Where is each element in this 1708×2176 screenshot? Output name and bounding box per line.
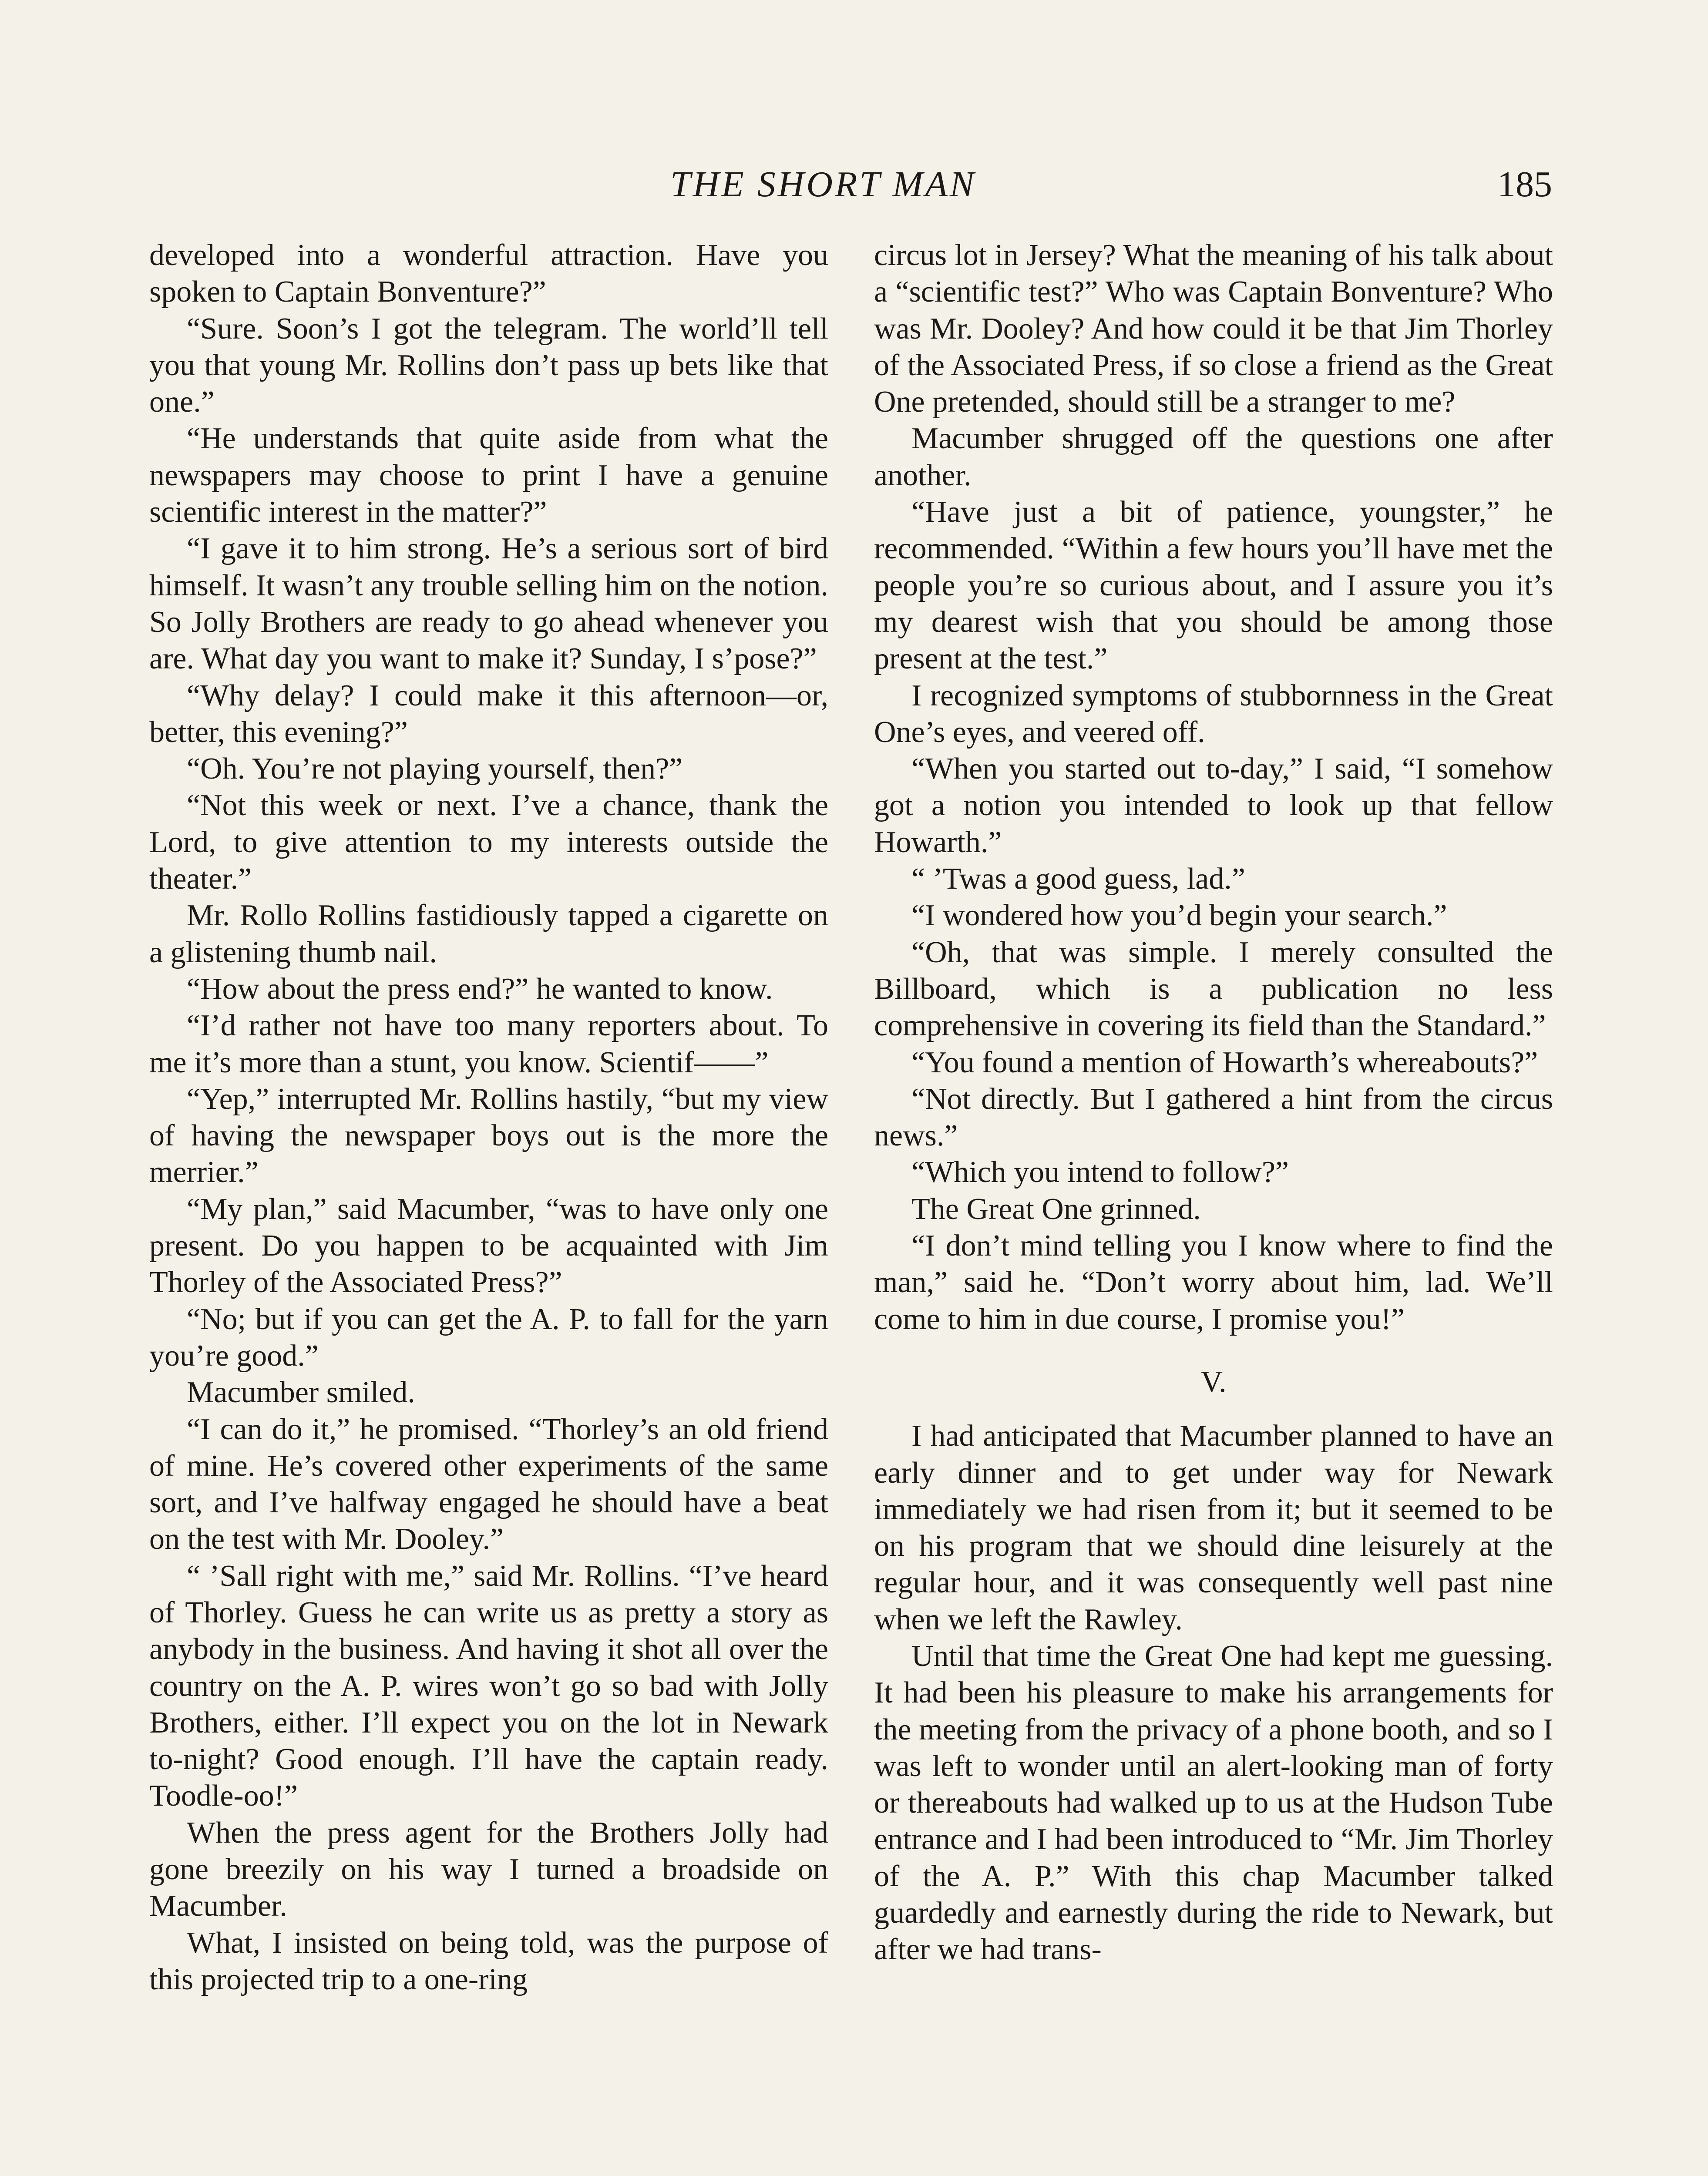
page-number: 185 — [1497, 164, 1552, 205]
paragraph: “Not this week or next. I’ve a chance, thank the Lord, to give attention to my interests outside the theater.” — [149, 789, 828, 896]
paragraph: “Not directly. But I gathered a hint from the circus news.” — [874, 1082, 1553, 1153]
paragraph: “ ’Twas a good guess, lad.” — [911, 862, 1245, 896]
paragraph: “I wondered how you’d begin your search.” — [911, 899, 1447, 933]
paragraph: “When you started out to-day,” I said, “I somehow got a notion you intended to look up that fellow Howarth.” — [874, 752, 1553, 859]
paragraph: Macumber smiled. — [187, 1376, 415, 1410]
section-heading: V. — [1200, 1365, 1227, 1399]
paragraph: “I don’t mind telling you I know where to find the man,” said he. “Don’t worry about him, lad. We’ll come to him in due course, I promise you!” — [874, 1229, 1553, 1336]
paragraph: “Why delay? I could make it this afternoon—or, better, this evening?” — [149, 678, 828, 749]
paragraph: “How about the press end?” he wanted to know. — [187, 972, 773, 1006]
paragraph: “Yep,” interrupted Mr. Rollins hastily, “but my view of having the newspaper boys out is the more the merrier.” — [149, 1082, 828, 1189]
paragraph: circus lot in Jersey? What the meaning of his talk about a “scientific test?” Who was Captain Bonventure? Who was Mr. Dooley? And how could it be that Jim Thorley of the Associated Press, if so close a friend as the Great One pretended, should still be a stranger to me? — [874, 238, 1553, 419]
paragraph: What, I insisted on being told, was the purpose of this projected trip to a one-ring — [149, 1926, 828, 1996]
paragraph: “Sure. Soon’s I got the telegram. The world’ll tell you that young Mr. Rollins don’t pass up bets like that one.” — [149, 312, 828, 419]
paragraph: Mr. Rollo Rollins fastidiously tapped a cigarette on a glistening thumb nail. — [149, 899, 828, 969]
paragraph: “ ’Sall right with me,” said Mr. Rollins. “I’ve heard of Thorley. Guess he can write us as pretty a story as anybody in the business. And having it shot all over the country on the A. P. wires won’t go so bad with Jolly Brothers, either. I’ll expect you on the lot in Newark to-night? Good enough. I’ll have the captain ready. Toodle-oo!” — [149, 1559, 828, 1813]
paragraph: developed into a wonderful attraction. Have you spoken to Captain Bonventure?” — [149, 238, 828, 309]
right-column-bottom — [874, 1418, 1553, 1968]
paragraph: “I’d rather not have too many reporters about. To me it’s more than a stunt, you know. Scientif——” — [149, 1009, 828, 1079]
right-column — [874, 237, 1553, 1968]
paragraph: “Oh, that was simple. I merely consulted the Billboard, which is a publication no less comprehensive in covering its field than the Standard.” — [874, 935, 1553, 1043]
paragraph: “I gave it to him strong. He’s a serious sort of bird himself. It wasn’t any trouble selling him on the notion. So Jolly Brothers are ready to go ahead whenever you are. What day you want to make it? Sunday, I s’pose?” — [149, 532, 828, 676]
paragraph: “No; but if you can get the A. P. to fall for the yarn you’re good.” — [149, 1302, 828, 1373]
paragraph: I recognized symptoms of stubbornness in the Great One’s eyes, and veered off. — [874, 678, 1553, 749]
paragraph: “I can do it,” he promised. “Thorley’s an old friend of mine. He’s covered other experiments of the same sort, and I’ve halfway engaged he should have a beat on the test with Mr. Dooley.” — [149, 1412, 828, 1556]
paragraph: “My plan,” said Macumber, “was to have only one present. Do you happen to be acquainted with Jim Thorley of the Associated Press?” — [149, 1192, 828, 1300]
paragraph: I had anticipated that Macumber planned to have an early dinner and to get under way for Newark immediately we had risen from it; but it seemed to be on his program that we should dine leisurely at the regular hour, and it was consequently well past nine when we left the Rawley. — [874, 1419, 1553, 1636]
paragraph: “Oh. You’re not playing yourself, then?” — [187, 752, 683, 786]
paragraph: “Which you intend to follow?” — [911, 1155, 1289, 1189]
paragraph: “He understands that quite aside from what the newspapers may choose to print I have a genuine scientific interest in the matter?” — [149, 422, 828, 529]
paragraph: Macumber shrugged off the questions one after another. — [874, 422, 1553, 492]
running-title: THE SHORT MAN — [670, 164, 976, 205]
paragraph: The Great One grinned. — [911, 1192, 1201, 1226]
paragraph: Until that time the Great One had kept me guessing. It had been his pleasure to make his arrangements for the meeting from the privacy of a phone booth, and so I was left to wonder until an alert-looking man of forty or thereabouts had walked up to us at the Hudson Tube entrance and I had been introduced to “Mr. Jim Thorley of the A. P.” With this chap Macumber talked guardedly and earnestly during the ride to Newark, but after we had trans- — [874, 1639, 1553, 1967]
paragraph: “Have just a bit of patience, youngster,” he recommended. “Within a few hours you’ll have met the people you’re so curious about, and I assure you it’s my dearest wish that you should be among those present at the test.” — [874, 495, 1553, 676]
left-column — [149, 237, 828, 1998]
right-column-top — [874, 237, 1553, 1338]
page-header — [0, 163, 1708, 211]
paragraph: “You found a mention of Howarth’s whereabouts?” — [911, 1045, 1538, 1079]
paragraph: When the press agent for the Brothers Jolly had gone breezily on his way I turned a broadside on Macumber. — [149, 1816, 828, 1923]
